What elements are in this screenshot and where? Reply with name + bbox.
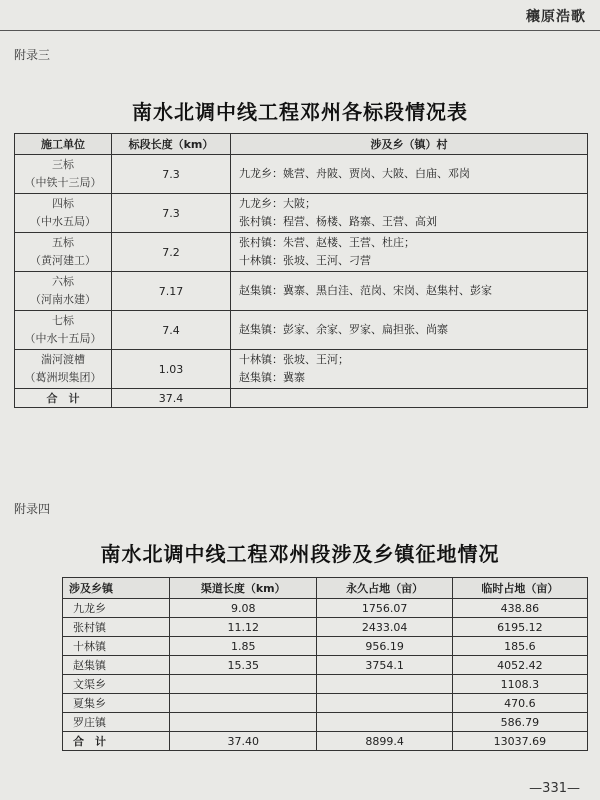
- appendix4-title: 南水北调中线工程邓州段涉及乡镇征地情况: [100, 542, 500, 566]
- villages-cell: 赵集镇：冀寨、黑白洼、范岗、宋岗、赵集村、彭家: [231, 272, 588, 311]
- header-rule: [0, 30, 600, 31]
- canal-cell: [170, 713, 317, 732]
- unit-cell: 湍河渡槽 （葛洲坝集团）: [15, 350, 112, 389]
- town-cell: 文渠乡: [63, 675, 170, 694]
- villages-cell: 十林镇：张坡、王河； 赵集镇：冀寨: [231, 350, 588, 389]
- permanent-cell: 1756.07: [317, 599, 452, 618]
- table-row: [63, 675, 588, 694]
- table-row: [63, 637, 588, 656]
- table-header-row: [63, 578, 588, 599]
- land-acquisition-table: [62, 577, 588, 751]
- temporary-cell: 470.6: [452, 694, 587, 713]
- table-row: [63, 618, 588, 637]
- canal-cell: [170, 675, 317, 694]
- total-canal: 37.40: [170, 732, 317, 751]
- temporary-cell: 586.79: [452, 713, 587, 732]
- temporary-cell: 185.6: [452, 637, 587, 656]
- temporary-cell: 4052.42: [452, 656, 587, 675]
- table-row: [15, 350, 588, 389]
- table-row: [15, 311, 588, 350]
- total-villages-cell: [231, 389, 588, 408]
- permanent-cell: 3754.1: [317, 656, 452, 675]
- length-cell: 1.03: [112, 350, 231, 389]
- town-cell: 十林镇: [63, 637, 170, 656]
- villages-cell: 张村镇：朱营、赵楼、王营、杜庄； 十林镇：张坡、王河、刁营: [231, 233, 588, 272]
- canal-cell: 15.35: [170, 656, 317, 675]
- length-cell: 7.17: [112, 272, 231, 311]
- total-row: [15, 389, 588, 408]
- temporary-cell: 1108.3: [452, 675, 587, 694]
- unit-cell: 七标 （中水十五局）: [15, 311, 112, 350]
- permanent-cell: 956.19: [317, 637, 452, 656]
- unit-cell: 五标 （黄河建工）: [15, 233, 112, 272]
- table-row: [63, 656, 588, 675]
- town-cell: 罗庄镇: [63, 713, 170, 732]
- town-cell: 九龙乡: [63, 599, 170, 618]
- temporary-cell: 6195.12: [452, 618, 587, 637]
- length-cell: 7.3: [112, 194, 231, 233]
- table-row: [15, 233, 588, 272]
- canal-cell: 9.08: [170, 599, 317, 618]
- permanent-cell: [317, 694, 452, 713]
- total-permanent: 8899.4: [317, 732, 452, 751]
- total-label: 合 计: [15, 389, 112, 408]
- page-number: —331—: [529, 781, 580, 796]
- permanent-cell: [317, 713, 452, 732]
- column-header-length: 标段长度（km）: [112, 134, 231, 155]
- unit-cell: 六标 （河南水建）: [15, 272, 112, 311]
- total-row: [63, 732, 588, 751]
- column-header-villages: 涉及乡（镇）村: [231, 134, 588, 155]
- permanent-cell: [317, 675, 452, 694]
- appendix3-label: 附录三: [14, 48, 51, 62]
- villages-cell: 赵集镇：彭家、余家、罗家、扁担张、尚寨: [231, 311, 588, 350]
- column-header-permanent: 永久占地（亩）: [317, 578, 452, 599]
- villages-cell: 九龙乡：大陂； 张村镇：程营、杨楼、路寨、王营、高刘: [231, 194, 588, 233]
- column-header-canal-length: 渠道长度（km）: [170, 578, 317, 599]
- length-cell: 7.4: [112, 311, 231, 350]
- table-row: [63, 599, 588, 618]
- canal-cell: 11.12: [170, 618, 317, 637]
- bid-section-table: [14, 133, 588, 408]
- town-cell: 赵集镇: [63, 656, 170, 675]
- table-row: [15, 194, 588, 233]
- column-header-temporary: 临时占地（亩）: [452, 578, 587, 599]
- town-cell: 夏集乡: [63, 694, 170, 713]
- unit-cell: 三标 （中铁十三局）: [15, 155, 112, 194]
- total-temporary: 13037.69: [452, 732, 587, 751]
- villages-cell: 九龙乡：姚营、舟陂、贾岗、大陂、白庙、邓岗: [231, 155, 588, 194]
- table-header-row: [15, 134, 588, 155]
- town-cell: 张村镇: [63, 618, 170, 637]
- unit-cell: 四标 （中水五局）: [15, 194, 112, 233]
- appendix3-title: 南水北调中线工程邓州各标段情况表: [132, 100, 468, 124]
- column-header-unit: 施工单位: [15, 134, 112, 155]
- table-row: [63, 694, 588, 713]
- temporary-cell: 438.86: [452, 599, 587, 618]
- column-header-town: 涉及乡镇: [63, 578, 170, 599]
- length-cell: 7.3: [112, 155, 231, 194]
- canal-cell: [170, 694, 317, 713]
- table-row: [15, 155, 588, 194]
- total-length: 37.4: [112, 389, 231, 408]
- permanent-cell: 2433.04: [317, 618, 452, 637]
- running-header-title: 穰原浩歌: [526, 9, 586, 25]
- canal-cell: 1.85: [170, 637, 317, 656]
- table-row: [63, 713, 588, 732]
- table-row: [15, 272, 588, 311]
- length-cell: 7.2: [112, 233, 231, 272]
- total-label: 合 计: [63, 732, 170, 751]
- appendix4-label: 附录四: [14, 502, 51, 516]
